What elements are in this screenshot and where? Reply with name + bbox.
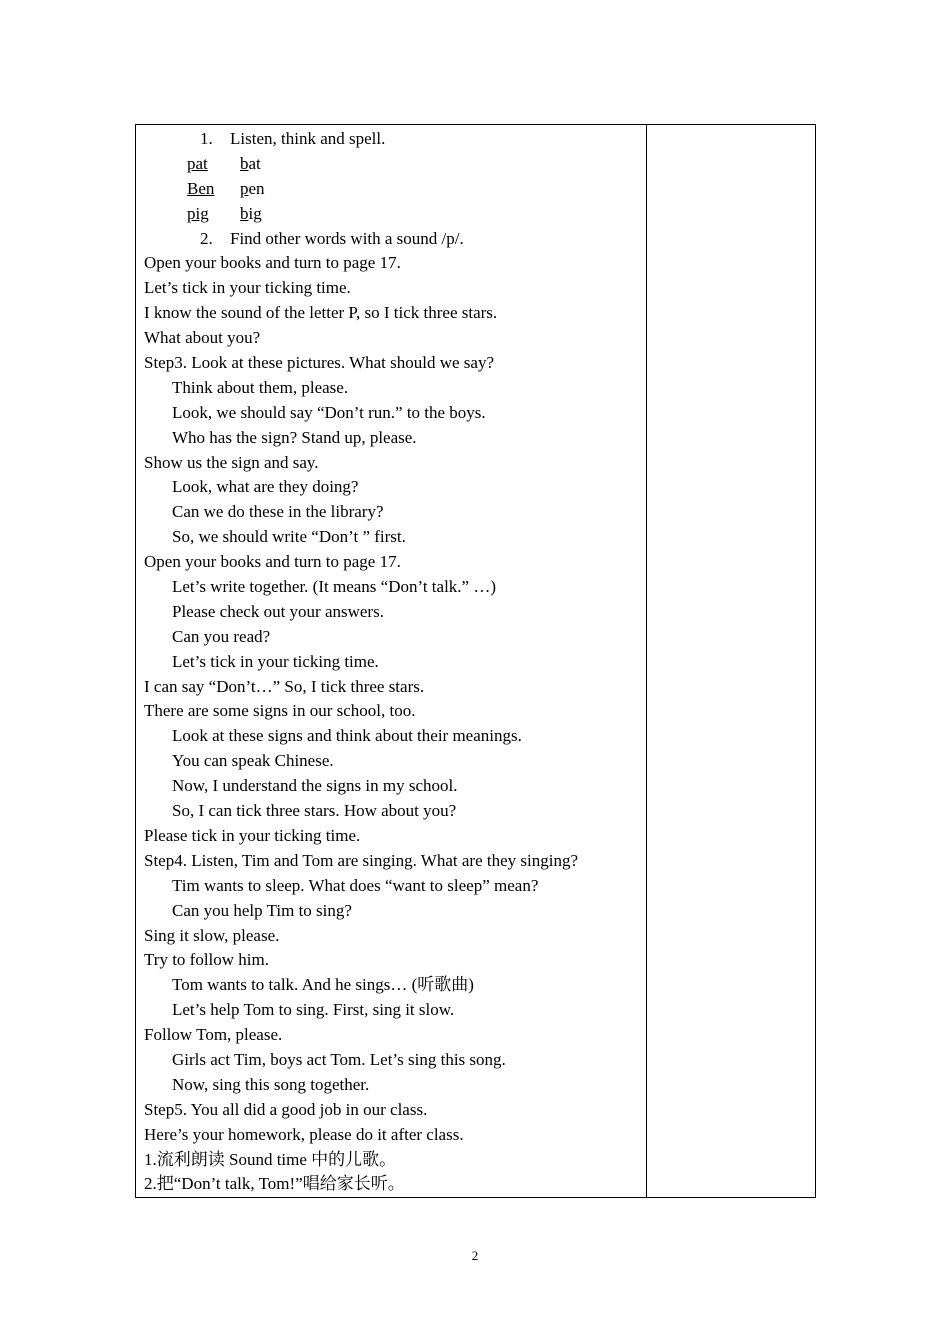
text-line: Can you read? — [172, 626, 271, 646]
text-line: Tom wants to talk. And he sings… (听歌曲) — [172, 975, 474, 995]
notes-cell — [647, 125, 816, 1198]
text-line: What about you? — [144, 328, 261, 348]
text-line: I can say “Don’t…” So, I tick three stars. — [144, 676, 425, 696]
text-line: Step4. Listen, Tim and Tom are singing. What are they singing? — [144, 850, 578, 870]
text-line: Can you help Tim to sing? — [172, 900, 352, 920]
text-line: Who has the sign? Stand up, please. — [172, 427, 417, 447]
text-line: Follow Tom, please. — [144, 1025, 283, 1045]
text-line: 2.把“Don’t talk, Tom!”唱给家长听。 — [144, 1174, 405, 1194]
lesson-plan-table — [135, 124, 816, 1198]
text-line: Look at these signs and think about their meanings. — [172, 726, 522, 746]
text-line: Let’s write together. (It means “Don’t talk.” …) — [172, 577, 497, 597]
text-line: Please tick in your ticking time. — [144, 825, 361, 845]
text-line: I know the sound of the letter P, so I tick three stars. — [144, 303, 498, 323]
word-pair-3: pig big — [187, 203, 262, 223]
text-line: So, we should write “Don’t ” first. — [172, 527, 406, 547]
text-line: So, I can tick three stars. How about you? — [172, 801, 457, 821]
page-number: 2 — [471, 1248, 479, 1263]
lesson-steps-cell — [136, 125, 647, 1198]
text-line: Now, sing this song together. — [172, 1074, 370, 1094]
text-line: Look, what are they doing? — [172, 477, 359, 497]
text-line: Let’s tick in your ticking time. — [144, 278, 351, 298]
text-line: Look, we should say “Don’t run.” to the boys. — [172, 402, 486, 422]
text-line: Girls act Tim, boys act Tom. Let’s sing this song. — [172, 1049, 506, 1069]
text-lines — [144, 251, 646, 1197]
text-line: Now, I understand the signs in my school. — [172, 776, 458, 796]
text-line: You can speak Chinese. — [172, 751, 334, 771]
text-line: Can we do these in the library? — [172, 502, 384, 522]
numbered-item-2: 2. Find other words with a sound /p/. — [200, 228, 464, 248]
numbered-item-1: 1. Listen, think and spell. — [200, 129, 386, 148]
text-line: Let’s tick in your ticking time. — [172, 651, 379, 671]
text-line: Open your books and turn to page 17. — [144, 253, 401, 273]
lesson-lines — [136, 125, 646, 1197]
text-line: Step5. You all did a good job in our class. — [144, 1099, 428, 1119]
word-pair-2: Ben pen — [187, 178, 265, 198]
text-line: Please check out your answers. — [172, 601, 384, 621]
text-line: Open your books and turn to page 17. — [144, 552, 401, 572]
text-line: Here’s your homework, please do it after class. — [144, 1124, 464, 1144]
text-line: Think about them, please. — [172, 377, 349, 397]
text-line: Step3. Look at these pictures. What should we say? — [144, 353, 494, 373]
text-line: Sing it slow, please. — [144, 925, 280, 945]
text-line: 1.流利朗读 Sound time 中的儿歌。 — [144, 1149, 397, 1169]
text-line: Try to follow him. — [144, 950, 270, 970]
word-pair-1: pat bat — [187, 153, 261, 173]
text-line: There are some signs in our school, too. — [144, 701, 416, 721]
text-line: Tim wants to sleep. What does “want to sleep” mean? — [172, 875, 539, 895]
text-line: Show us the sign and say. — [144, 452, 319, 472]
text-line: Let’s help Tom to sing. First, sing it slow. — [172, 1000, 455, 1020]
